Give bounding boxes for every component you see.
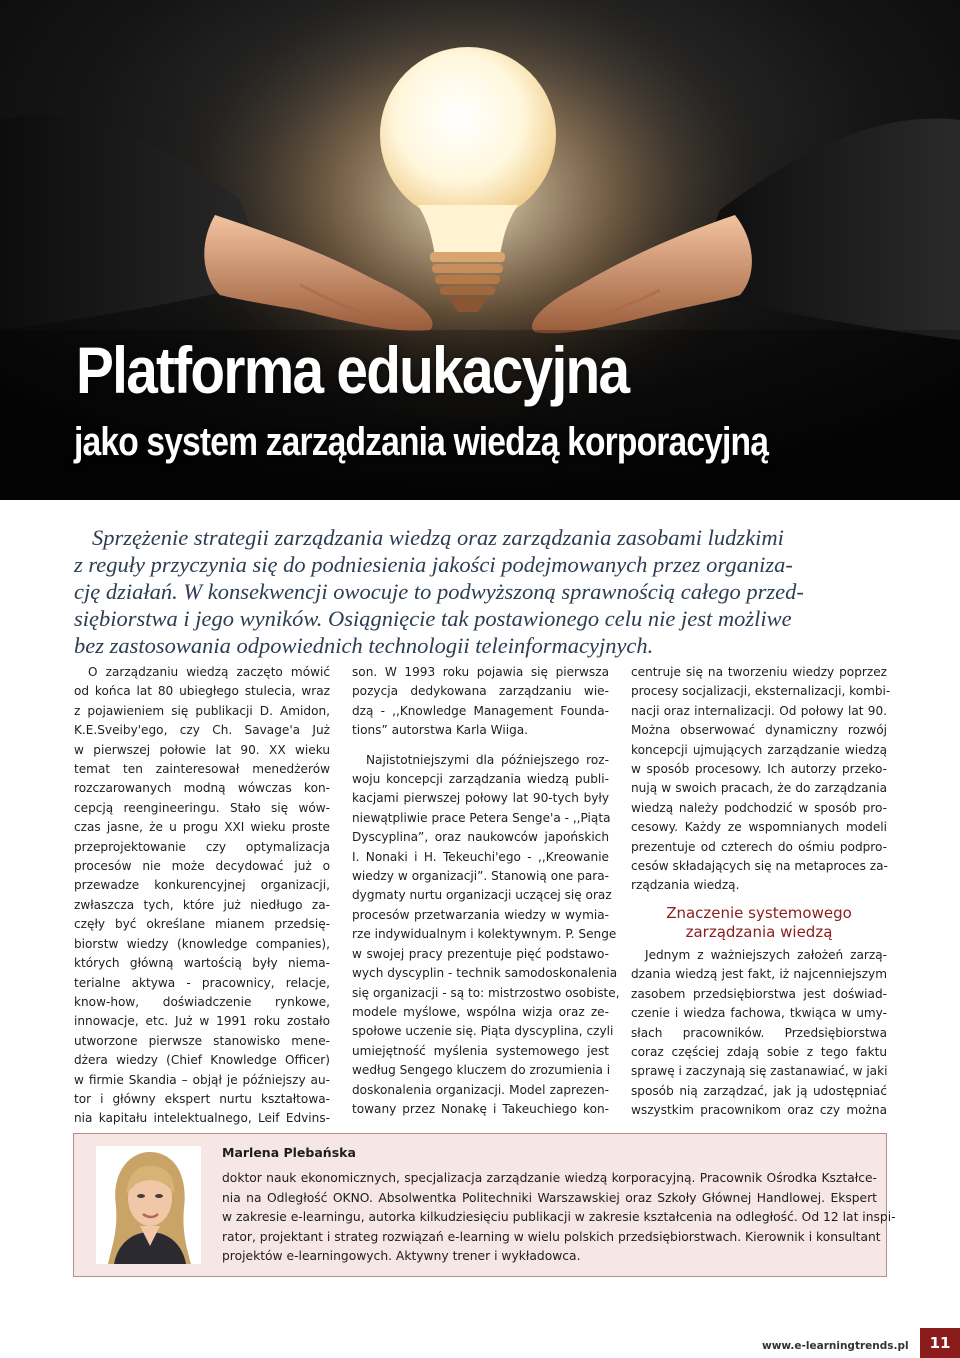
hero-image	[0, 0, 960, 500]
text-line: nia kapitału intelektualnego, Leif Edvins-	[74, 1111, 330, 1126]
text-line: umiejętność myślenia systemowego jest	[352, 1043, 609, 1058]
text-line: rze indywidualnym i kolektywnym. P. Senge	[352, 927, 617, 942]
article-column-2	[352, 663, 620, 1119]
lead-line: siębiorstwa i jego wyników. Osiągnięcie tak postawionego celu nie jest możliwe	[74, 606, 792, 631]
text-line: przewadze konkurencyjnej organizacji,	[74, 878, 330, 893]
page-title: Platforma edukacyjna	[76, 333, 629, 407]
bio-line: doktor nauk ekonomicznych, specjalizacja zarządzanie wiedzą korporacyjną. Pracownik Ośrodka Kształce-	[222, 1171, 877, 1185]
text-line: cesowy. Każdy ze wspomnianych modeli	[631, 820, 887, 835]
text-line: Dyscyplina”, oraz naukowców japońskich	[352, 830, 609, 845]
text-line: z pojawieniem się publikacji D. Amidon,	[74, 703, 330, 718]
text-line: wiedzy w organizacji”. Stanowią one para-	[352, 869, 609, 884]
text-line: son. W 1993 roku pojawia się pierwsza	[352, 665, 609, 679]
text-line: Można obserwować dynamiczny rozwój	[631, 723, 887, 738]
text-line: według Sengego kluczem do zrozumienia i	[352, 1063, 611, 1078]
text-line: nacji oraz internalizacji. Od połowy lat 90.	[631, 703, 887, 718]
text-line: wszystkim pracownikom oraz czy można	[631, 1103, 887, 1118]
text-line: procesów nie może decydować już o	[74, 859, 330, 874]
text-line: czenie i wiedza fachowa, tkwiąca w umy-	[631, 1006, 887, 1021]
footer-url[interactable]: www.e-learningtrends.pl	[762, 1340, 909, 1352]
text-line: O zarządzaniu wiedzą zaczęto mówić	[88, 665, 330, 679]
article-column-1	[74, 663, 330, 1129]
text-line: tions” autorstwa Karla Wiiga.	[352, 723, 529, 738]
bio-line: w zakresie e-learningu, autorka kilkudziesięciu publikacji w zakresie kształcenia na odległość. Od 12 lat inspi-	[222, 1210, 896, 1224]
section-heading	[631, 904, 887, 942]
text-line: K.E.Sveiby'ego, czy Ch. Savage'a Już	[74, 723, 330, 738]
text-line: słach pracowników. Przedsiębiorstwa	[631, 1025, 887, 1040]
lead-line: bez zastosowania odpowiednich technologii teleinformacyjnych.	[74, 633, 654, 658]
text-line: kacjami pierwszej połowy lat 90-tych były	[352, 791, 609, 806]
text-line: dżera wiedzy (Chief Knowledge Officer)	[74, 1053, 330, 1068]
text-line: coraz częściej zdają sobie z tego faktu	[631, 1044, 887, 1059]
lead-line: z reguły przyczynia się do podniesienia jakości podejmowanych przez organiza-	[74, 552, 793, 577]
text-line: dygmaty nurtu organizacji uczącej się oraz	[352, 888, 612, 903]
text-line: woju koncepcji zarządzania wiedzą publi-	[352, 772, 609, 787]
text-line: tor i główny ekspert nurtu kształtowa-	[74, 1091, 330, 1106]
text-line: innowacje, etc. Już w 1991 roku zostało	[74, 1014, 330, 1029]
section-heading-line: zarządzania wiedzą	[685, 922, 833, 941]
text-line: utworzone pierwsze stanowisko mene-	[74, 1033, 330, 1048]
lead-paragraph	[74, 524, 892, 659]
text-line: modele myślowe, wspólna wizja oraz ze-	[352, 1004, 609, 1019]
author-bio-box	[73, 1133, 896, 1277]
text-line: procesy socjalizacji, eksternalizacji, kombi-	[631, 684, 891, 699]
text-line: cesów składających się na metaproces za-	[631, 859, 888, 874]
text-line: w pierwszej połowie lat 90. XX wieku	[74, 742, 330, 757]
text-line: terialne aktywa - pracownicy, relacje,	[74, 975, 330, 990]
text-line: dzą - ,,Knowledge Management Founda-	[352, 703, 609, 718]
text-line: prezentuje od czterech do ośmiu podpro-	[631, 839, 887, 854]
text-line: procesów przetwarzania wiedzy w wymia-	[352, 907, 609, 922]
text-line: wych dyscyplin - technik samodoskonalenia	[352, 966, 618, 981]
bio-line: rator, projektant i strateg rozwiązań e-learning w wielu polskich przedsiębiorstwach. Kierownik i konsultant	[222, 1229, 881, 1244]
text-line: od końca lat 80 ubiegłego stulecia, wraz	[74, 684, 330, 699]
text-line: których główną wartością były niema-	[74, 956, 330, 971]
text-line: biorstw wiedzy (knowledge companies),	[74, 936, 330, 951]
text-line: rządzania wiedzą.	[631, 878, 740, 893]
text-line: zwłaszcza tych, które już niedługo za-	[74, 897, 330, 912]
text-line: wiedzą należy podchodzić w sposób pro-	[631, 800, 887, 815]
page-number: 11	[920, 1328, 960, 1358]
text-line: towany przez Nonakę i Takeuchiego kon-	[352, 1101, 609, 1116]
text-line: zasobem przedsiębiorstwa jest doświad-	[631, 986, 887, 1001]
text-line: know-how, doświadczenie rynkowe,	[74, 994, 330, 1009]
text-line: w swojej pracy prezentuje pięć podstawo-	[352, 946, 609, 961]
text-line: cepcją reengineeringu. Stało się wów-	[74, 800, 330, 815]
author-name: Marlena Plebańska	[222, 1145, 356, 1160]
text-line: koncepcji ujmujących zarządzanie wiedzą	[631, 742, 887, 757]
lead-line: Sprzężenie strategii zarządzania wiedzą oraz zarządzania zasobami ludzkimi	[92, 525, 784, 550]
text-line: czas jasne, że u progu XXI wieku proste	[74, 820, 330, 835]
text-line: niewątpliwie prace Petera Senge'a - ,,Piąta	[352, 810, 611, 825]
text-line: częły być określane mianem przedsię-	[74, 917, 330, 932]
text-line: przeprojektowanie czy optymalizacja	[74, 839, 330, 854]
text-line: sprawę i zaczynają się zastanawiać, w jaki	[631, 1064, 888, 1079]
paragraph-gap	[352, 741, 609, 751]
text-line: Jednym z ważniejszych założeń zarzą-	[645, 947, 887, 962]
text-line: pozycja dedykowana zarządzaniu wie-	[352, 684, 609, 699]
text-line: doskonalenia organizacji. Model zaprezen-	[352, 1082, 609, 1097]
text-line: Najistotniejszymi dla późniejszego roz-	[366, 752, 609, 767]
text-line: w firmie Skandia – objął je późniejszy au-	[74, 1072, 330, 1087]
lead-line: cję działań. W konsekwencji owocuje to podwyższoną sprawnością całego przed-	[74, 579, 804, 604]
text-line: temat ten zainteresował menedżerów	[74, 762, 330, 777]
page-subtitle: jako system zarządzania wiedzą korporacyjną	[74, 420, 769, 464]
text-line: centruje się na tworzeniu wiedzy poprzez	[631, 665, 887, 679]
text-line: w sposób procesowy. Ich autorzy przeko-	[631, 762, 887, 777]
text-line: sposób nią zarządzać, jak ją udostępniać	[631, 1083, 887, 1098]
author-portrait-illustration	[96, 1146, 201, 1264]
bio-line: nia na Odległość OKNO. Absolwentka Politechniki Warszawskiej oraz Szkoły Głównej Handlowej. Ekspert	[222, 1190, 877, 1205]
text-line: rozczarowanych modną wówczas kon-	[74, 781, 330, 796]
author-bio-text	[222, 1169, 896, 1267]
article-column-3	[631, 663, 891, 1121]
text-line: I. Nonaki i H. Tekeuchi'ego - ,,Kreowanie	[352, 849, 609, 864]
author-photo	[96, 1146, 201, 1264]
text-line: społowe uczenie się. Piąta dyscyplina, czyli	[352, 1024, 614, 1039]
bio-line: projektów e-learningowych. Aktywny trener i wykładowca.	[222, 1249, 581, 1263]
text-line: nują w swoich pracach, że do zarządzania	[631, 781, 887, 796]
section-heading-line: Znaczenie systemowego	[666, 903, 852, 922]
text-line: dzania wiedzą jest fakt, iż najcenniejszym	[631, 967, 887, 982]
text-line: się organizacji - są to: mistrzostwo osobiste,	[352, 985, 620, 1000]
